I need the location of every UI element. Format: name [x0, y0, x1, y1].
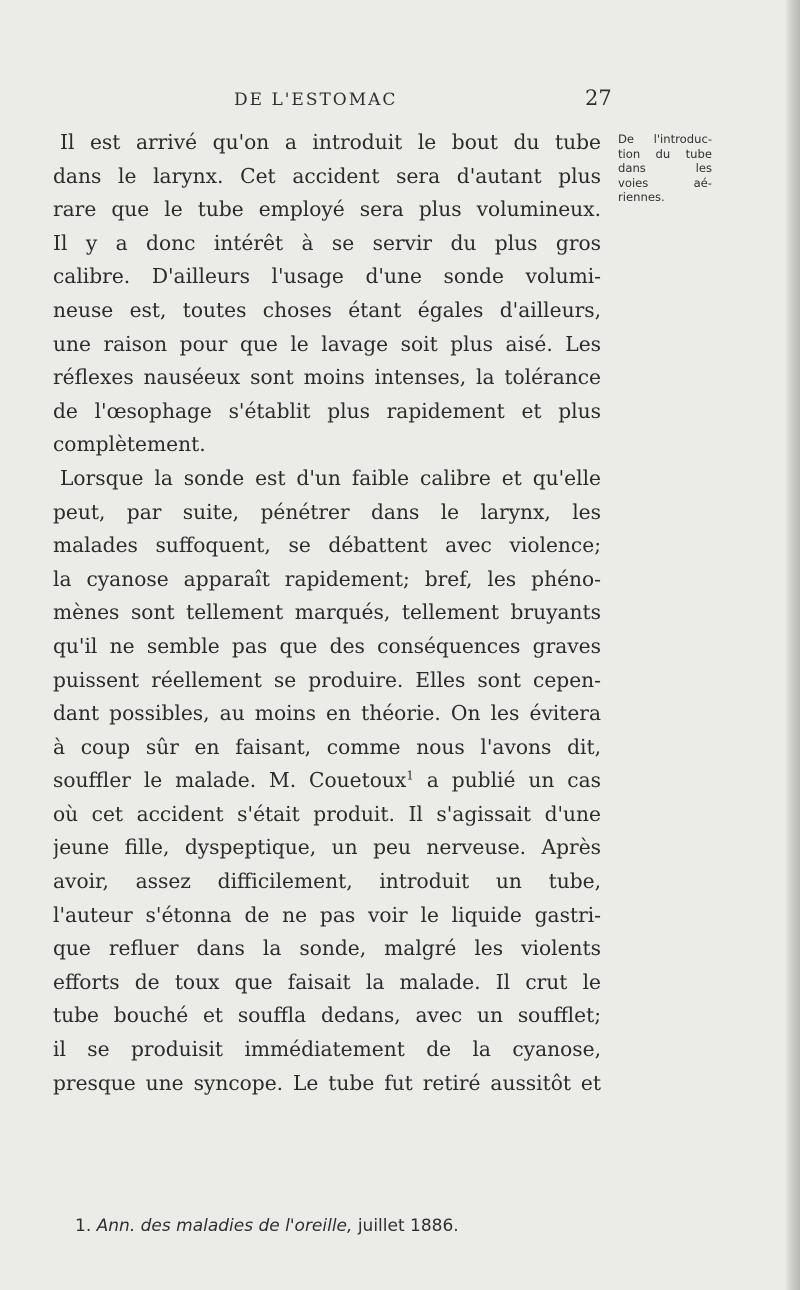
- text-line: malades suffoquent, se débattent avec violence;: [53, 533, 601, 558]
- margin-note: [618, 132, 712, 205]
- running-title: DE L'ESTOMAC: [234, 90, 398, 110]
- page-number: 27: [585, 86, 612, 110]
- text-line: complètement.: [53, 432, 206, 457]
- text-line: il se produisit immédiatement de la cyanose,: [53, 1037, 601, 1062]
- text-line: dans le larynx. Cet accident sera d'autant plus: [53, 163, 601, 188]
- text-line: Lorsque la sonde est d'un faible calibre et qu'elle: [60, 465, 601, 490]
- text-line: réflexes nauséeux sont moins intenses, la tolérance: [53, 365, 601, 390]
- text-segment: souffler le malade. M. Couetoux: [53, 768, 407, 793]
- text-line: une raison pour que le lavage soit plus aisé. Les: [53, 331, 601, 356]
- text-line: neuse est, toutes choses étant égales d'ailleurs,: [53, 297, 601, 322]
- text-line: peut, par suite, pénétrer dans le larynx, les: [53, 499, 601, 524]
- text-line: puissent réellement se produire. Elles sont cepen-: [53, 667, 601, 692]
- margin-note-line: dans les: [618, 161, 712, 175]
- text-line: tube bouché et souffla dedans, avec un soufflet;: [53, 1003, 601, 1028]
- footnote-date: juillet 1886.: [352, 1216, 459, 1236]
- text-line: de l'œsophage s'établit plus rapidement et plus: [53, 398, 601, 423]
- footnote-marker: 1: [406, 768, 414, 783]
- text-line: que refluer dans la sonde, malgré les violents: [53, 936, 601, 961]
- text-line: Il est arrivé qu'on a introduit le bout du tube: [60, 130, 601, 154]
- margin-note-line: riennes.: [618, 190, 665, 204]
- text-line: jeune fille, dyspeptique, un peu nerveuse. Après: [53, 835, 601, 860]
- page-edge-shadow: [786, 0, 800, 1290]
- text-line: dant possibles, au moins en théorie. On les évitera: [53, 701, 601, 726]
- text-line: mènes sont tellement marqués, tellement bruyants: [53, 600, 601, 625]
- text-line: où cet accident s'était produit. Il s'agissait d'une: [53, 801, 601, 826]
- text-line: efforts de toux que faisait la malade. Il crut le: [53, 969, 601, 994]
- text-line: rare que le tube employé sera plus volumineux.: [53, 197, 601, 222]
- text-line-with-footnote: [53, 764, 601, 798]
- text-line: la cyanose apparaît rapidement; bref, les phéno-: [53, 566, 601, 591]
- footnote-number: 1.: [75, 1216, 92, 1236]
- footnote: [75, 1216, 459, 1236]
- text-line: calibre. D'ailleurs l'usage d'une sonde volumi-: [53, 264, 601, 289]
- text-line: qu'il ne semble pas que des conséquences graves: [53, 633, 601, 658]
- margin-note-line: tion du tube: [618, 146, 712, 161]
- body-text: [53, 126, 601, 1100]
- footnote-source: Ann. des maladies de l'oreille,: [96, 1216, 353, 1236]
- text-line: avoir, assez difficilement, introduit un tube,: [53, 869, 601, 894]
- text-line: à coup sûr en faisant, comme nous l'avons dit,: [53, 734, 601, 759]
- text-line: Il y a donc intérêt à se servir du plus gros: [53, 230, 601, 255]
- text-segment: a publié un cas: [413, 768, 601, 793]
- margin-note-line: voies aé-: [618, 175, 712, 190]
- margin-note-line: De l'introduc-: [618, 132, 712, 146]
- text-line: presque une syncope. Le tube fut retiré aussitôt et: [53, 1070, 601, 1095]
- text-line: l'auteur s'étonna de ne pas voir le liquide gastri-: [53, 902, 601, 927]
